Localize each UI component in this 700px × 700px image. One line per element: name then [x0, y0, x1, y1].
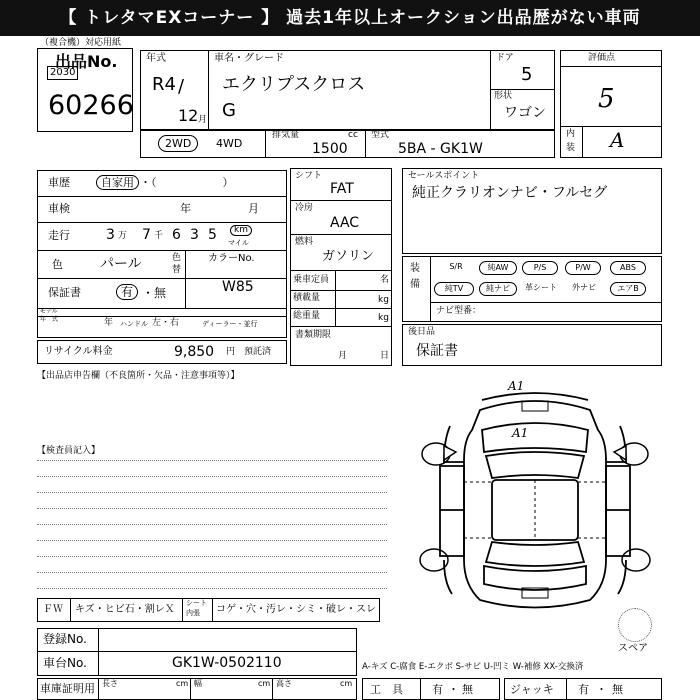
mileage-unit-mile: マイル: [228, 239, 249, 247]
certificate-length: 長さ: [102, 679, 118, 688]
color-change-2: 替: [172, 265, 182, 275]
equipment-genuine-navi-selected: 純ナビ: [479, 282, 517, 296]
color-label: 色: [52, 258, 63, 271]
drive-2wd-selected: 2WD: [158, 135, 198, 152]
chassis-label: 車台No.: [43, 656, 87, 670]
jack-no: 無: [612, 683, 623, 696]
fw-label: ＦＷ: [43, 604, 63, 615]
mileage-unit-sen: 千: [154, 231, 164, 241]
mileage-digit-4: 3: [190, 227, 199, 243]
equipment-abs: ABS: [610, 261, 646, 275]
displacement-unit: cc: [348, 130, 358, 140]
certificate-width: 幅: [194, 679, 202, 688]
weight-unit: kg: [378, 313, 389, 323]
inspection-month: 月: [248, 202, 259, 215]
mileage-unit-man: 万: [118, 231, 128, 241]
model-label: 車名・グレード: [214, 53, 284, 64]
warranty-yes-selected: 有: [116, 284, 138, 300]
model-code-label: 型式: [371, 130, 390, 140]
equipment-label-2: 備: [410, 279, 420, 290]
lot-code: 2030: [47, 66, 78, 80]
post-date-label: 後日品: [408, 327, 436, 337]
model-year-handle: ハンドル: [120, 320, 148, 328]
doc-period-month: 月: [338, 351, 348, 361]
equipment-sr: S/R: [449, 262, 463, 271]
ac-label: 冷房: [295, 203, 314, 213]
model-year-left-right: 左・右: [152, 318, 180, 328]
certificate-width-unit: cm: [258, 679, 271, 688]
fw-text-2: コゲ・穴・汚レ・シミ・破レ・スレ: [216, 604, 376, 615]
equipment-genuine-aw-selected: 純AW: [479, 261, 517, 275]
model-grade: G: [222, 100, 236, 121]
year-month-unit: 月: [198, 115, 208, 125]
car-damage-diagram: [410, 370, 660, 620]
mileage-unit-km: km: [230, 225, 252, 236]
model-year-label-1: モデル: [40, 308, 58, 315]
selling-point-label: セールスポイント: [408, 171, 480, 181]
post-date-value: 保証書: [416, 343, 458, 359]
damage-legend: A-キズ C-腐食 E-エクボ S-サビ U-凹ミ W-補修 XX-交換済: [362, 662, 584, 672]
certificate-height: 高さ: [276, 679, 292, 688]
inspector-notes-label: 【検査員記入】: [37, 446, 101, 456]
equipment-label-1: 装: [410, 263, 420, 274]
certificate-label: 車庫証明用: [40, 682, 95, 695]
displacement-value: 1500: [312, 141, 348, 157]
body-type-label: 形状: [494, 91, 513, 101]
load-label: 積載量: [293, 293, 321, 303]
fuel-value: ガソリン: [322, 249, 375, 264]
rating-value: 5: [598, 84, 615, 114]
model-name: エクリプスクロス: [222, 74, 366, 95]
jack-yes: 有: [578, 683, 589, 696]
mileage-digit-3: 6: [172, 227, 181, 243]
color-value: パール: [100, 256, 142, 272]
model-code-value: 5BA - GK1W: [398, 141, 483, 157]
mileage-label: 走行: [48, 229, 70, 242]
seller-notes-label: 【出品店申告欄（不良箇所・欠品・注意事項等）】: [37, 371, 240, 381]
doc-period-label: 書類期限: [295, 330, 332, 340]
recycle-unit: 円: [226, 347, 236, 357]
jack-label: ジャッキ: [510, 683, 554, 696]
capacity-label: 乗車定員: [293, 275, 330, 285]
capacity-unit: 名: [380, 275, 390, 285]
form-subtitle: （複合機）対応用紙: [40, 38, 122, 48]
equipment-aftermarket-navi: 外ナビ: [572, 283, 596, 292]
mileage-digit-1: 3: [106, 227, 115, 243]
tools-yes: 有: [432, 683, 443, 696]
warranty-label: 保証書: [48, 286, 81, 299]
equipment-label: 装備: [405, 308, 407, 309]
recycle-note: 預託済: [244, 347, 272, 357]
color-change-1: 色: [172, 253, 182, 263]
shift-label: シフト: [295, 171, 323, 181]
fuel-label: 燃料: [295, 237, 314, 247]
rating-label: 評価点: [588, 53, 616, 63]
doc-period-day: 日: [380, 351, 390, 361]
spare-label: スペア: [618, 643, 648, 654]
color-number-value: W85: [222, 279, 254, 295]
doors-label: ドア: [496, 53, 514, 63]
tools-no: 無: [462, 683, 473, 696]
equipment-genuine-tv-selected: 純TV: [434, 282, 474, 296]
chassis-value: GK1W-0502110: [172, 655, 282, 671]
mileage-digit-2: 7: [142, 227, 151, 243]
selling-point-value: 純正クラリオンナビ・フルセグ: [412, 185, 608, 201]
certificate-length-unit: cm: [176, 679, 189, 688]
spare-tire-icon: [618, 608, 652, 642]
navi-model-label: ナビ型番：: [436, 306, 482, 316]
doors-value: 5: [521, 64, 533, 85]
model-year-label-2: 年 式: [40, 316, 59, 323]
interior-label-1: 内: [566, 129, 576, 139]
mileage-digit-5: 5: [208, 227, 217, 243]
damage-mark-hood: A1: [512, 426, 529, 440]
inspection-year: 年: [180, 202, 191, 215]
history-label: 車歴: [48, 176, 70, 189]
damage-mark-front: A1: [508, 379, 525, 393]
recycle-value: 9,850: [174, 344, 215, 360]
history-rest: ・（ ）: [140, 176, 234, 189]
lot-label: 出品No.: [55, 52, 118, 71]
color-number-label: カラーNo.: [208, 253, 255, 264]
year-label: 年式: [146, 53, 166, 64]
year-month: 12: [178, 106, 199, 125]
fw-seat-1: シート: [186, 599, 207, 607]
recycle-label: リサイクル料金: [44, 346, 113, 357]
model-year-dealer: ディーラー・並行: [202, 320, 258, 328]
header-banner: 【 トレタマEXコーナー 】 過去1年以上オークション出品歴がない車両: [0, 0, 700, 36]
warranty-no: 無: [154, 286, 167, 300]
history-selected: 自家用: [96, 175, 139, 190]
registration-label: 登録No.: [43, 632, 87, 646]
equipment-ps: P/S: [522, 261, 558, 275]
displacement-label: 排気量: [272, 130, 300, 140]
load-unit: kg: [378, 295, 389, 305]
inspection-label: 車検: [48, 202, 70, 215]
model-year-year: 年: [104, 318, 114, 328]
weight-label: 総重量: [293, 311, 321, 321]
equipment-airbag: エアB: [610, 282, 646, 296]
drive-4wd: 4WD: [216, 137, 243, 150]
tools-label: 工 具: [370, 683, 403, 696]
lot-number: 60266: [48, 90, 134, 121]
certificate-height-unit: cm: [340, 679, 353, 688]
interior-label-2: 装: [566, 143, 576, 153]
equipment-pw: P/W: [565, 261, 601, 275]
ac-value: AAC: [330, 215, 360, 231]
equipment-leather-seat: 革シート: [525, 283, 557, 292]
year-era: R4: [152, 74, 176, 95]
fw-text: キズ・ヒビ石・割レＸ: [75, 604, 175, 615]
interior-value: A: [610, 128, 625, 152]
fw-seat-2: 内張: [186, 609, 200, 617]
body-type-value: ワゴン: [504, 105, 546, 121]
shift-value: FAT: [330, 181, 354, 197]
